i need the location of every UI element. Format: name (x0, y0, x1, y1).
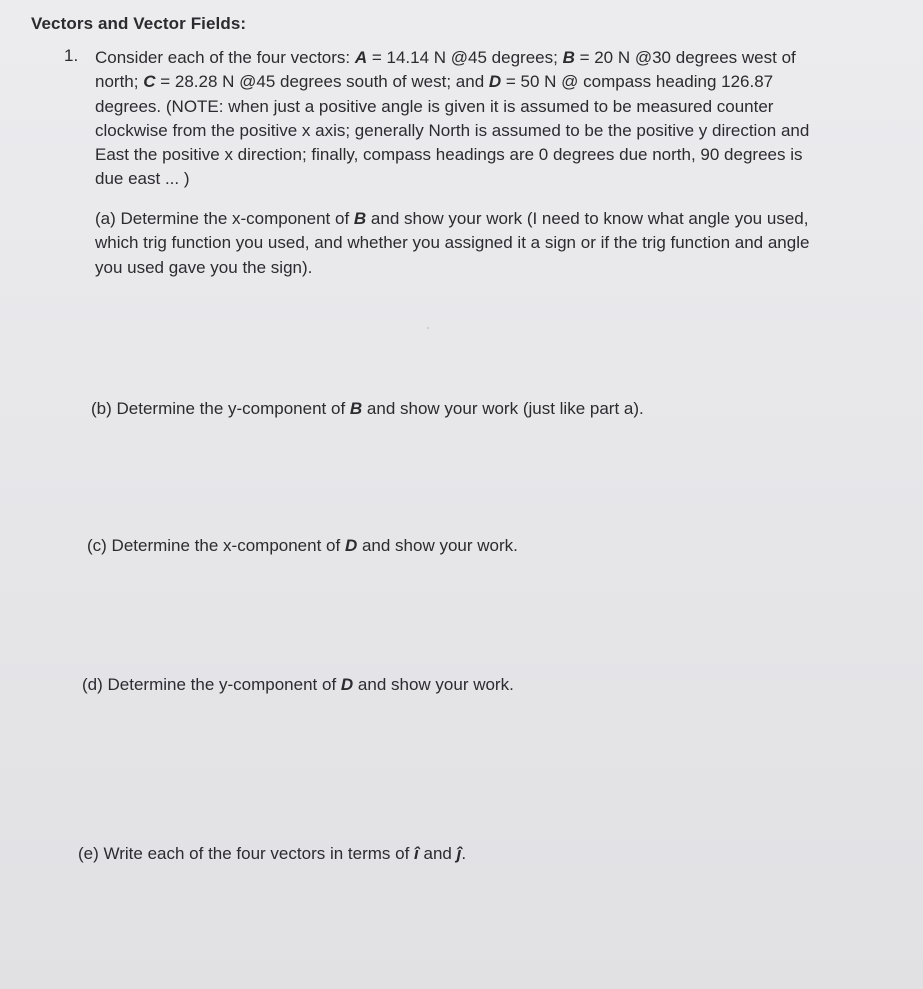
vector-b-label: B (349, 399, 363, 418)
section-heading: Vectors and Vector Fields: (31, 14, 247, 33)
problem-number: 1. (64, 46, 79, 65)
part-b-question (91, 397, 644, 421)
text-run: and show your work (just like part a). (362, 399, 644, 418)
problem-line-5: East the positive x direction; finally, compass headings are 0 degrees due north, 90 degrees is (95, 145, 803, 165)
text-run: (e) Write each of the four vectors in terms of (78, 844, 415, 863)
text-run: (c) Determine the x-component of (87, 536, 345, 555)
part-d-question (82, 673, 514, 697)
text-run: (b) Determine the y-component of (91, 399, 350, 418)
text-run: (a) Determine the x-component of (95, 209, 354, 228)
vector-d-label: D (344, 536, 358, 555)
text-run: and show your work (I need to know what angle you used, (366, 209, 809, 228)
vector-c-label: C (143, 72, 156, 92)
problem-line-3: degrees. (NOTE: when just a positive angle is given it is assumed to be measured counter (95, 96, 774, 116)
problem-statement (95, 46, 903, 192)
paper-speck (427, 327, 429, 329)
text-run: (d) Determine the y-component of (82, 675, 341, 694)
text-run: and (418, 844, 457, 863)
part-a-line-2: which trig function you used, and whether you assigned it a sign or if the trig function and angle (95, 233, 810, 253)
part-c-question (87, 534, 518, 558)
part-a-line-1 (95, 207, 809, 231)
text-run: north; (95, 72, 144, 92)
part-a-question (95, 207, 809, 280)
unit-vector-i: î (414, 844, 419, 863)
text-run: and show your work. (357, 536, 518, 555)
vector-d-label: D (488, 72, 502, 92)
text-run: and show your work. (353, 675, 514, 694)
text-run: = 20 N @30 degrees west of (574, 48, 796, 67)
vector-b-label: B (562, 48, 575, 67)
problem-line-1 (95, 46, 903, 70)
problem-line-2 (95, 70, 903, 94)
text-run: = 50 N @ compass heading 126.87 (501, 72, 774, 92)
text-run: = 14.14 N @45 degrees; (367, 48, 563, 67)
vector-d-label: D (340, 675, 354, 694)
text-run: . (461, 844, 467, 863)
vector-a-label: A (354, 48, 368, 67)
vector-b-label: B (353, 209, 367, 228)
problem-line-6: due east ... ) (95, 169, 190, 189)
text-run: Consider each of the four vectors: (95, 48, 355, 67)
unit-vector-j: ĵ (456, 844, 462, 863)
text-run: = 28.28 N @45 degrees south of west; and (155, 72, 489, 92)
part-a-line-3: you used gave you the sign). (95, 257, 313, 277)
problem-line-4: clockwise from the positive x axis; generally North is assumed to be the positive y direction and (95, 120, 810, 140)
part-e-question (78, 842, 466, 866)
